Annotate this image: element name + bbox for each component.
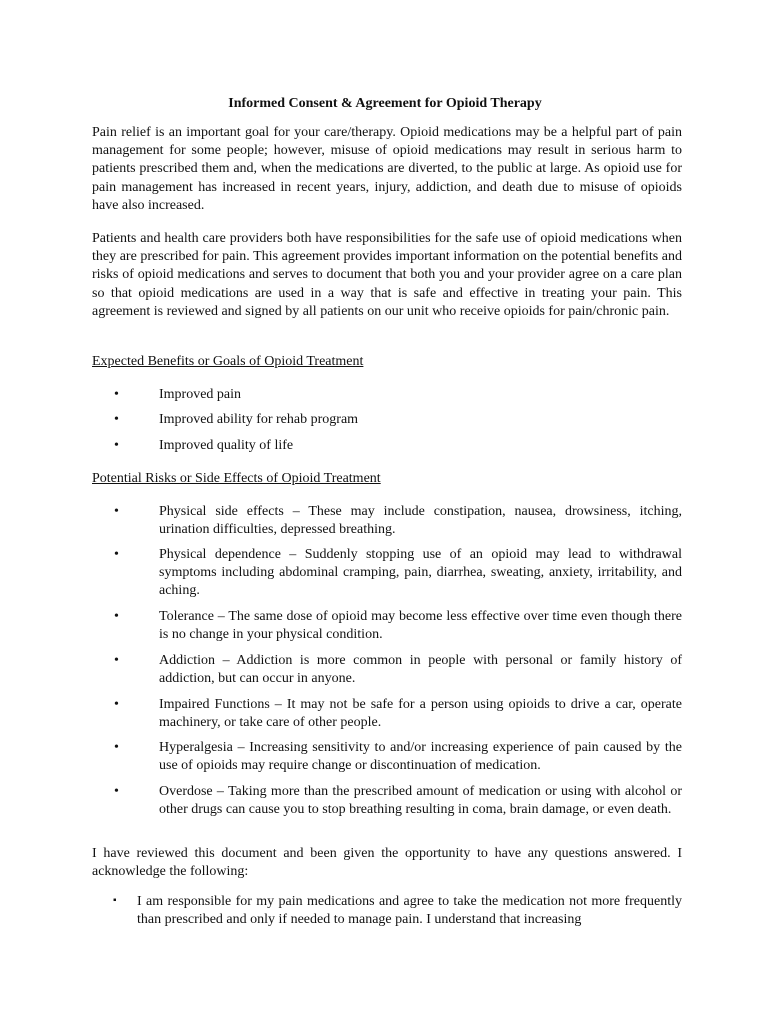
risk-text: Addiction – Addiction is more common in people with personal or family history of addiction, but can occur in anyone. — [159, 653, 682, 687]
risk-text: Physical dependence – Suddenly stopping use of an opioid may lead to withdrawal symptoms including abdominal cramping, pain, diarrhea, sweating, anxiety, irritability, and aching. — [159, 547, 682, 599]
benefit-text: Improved pain — [159, 387, 242, 402]
acknowledge-paragraph: I have reviewed this document and been given the opportunity to have any questions answered. I acknowledge the following: — [92, 846, 682, 880]
bullet-icon: • — [114, 412, 119, 427]
acknowledgement-text: I am responsible for my pain medications and agree to take the medication not more frequently than prescribed and only if needed to manage pain. I understand that increasing — [137, 894, 682, 928]
benefit-text: Improved ability for rehab program — [159, 412, 359, 427]
bullet-icon: • — [114, 740, 119, 755]
risk-text: Impaired Functions – It may not be safe for a person using opioids to drive a car, operate machinery, or take care of other people. — [159, 697, 682, 731]
bullet-icon: • — [114, 547, 119, 562]
risk-text: Tolerance – The same dose of opioid may become less effective over time even though there is no change in your physical condition. — [159, 609, 682, 643]
benefit-text: Improved quality of life — [159, 438, 294, 453]
risk-text: Hyperalgesia – Increasing sensitivity to and/or increasing experience of pain caused by the use of opioids may require change or discontinuation of medication. — [159, 740, 682, 774]
risks-heading: Potential Risks or Side Effects of Opioid Treatment — [92, 471, 381, 486]
bullet-icon: • — [114, 387, 119, 402]
document-title: Informed Consent & Agreement for Opioid Therapy — [228, 96, 542, 111]
bullet-icon: • — [114, 653, 119, 668]
bullet-icon: • — [114, 784, 119, 799]
bullet-icon: • — [114, 609, 119, 624]
bullet-icon: • — [114, 697, 119, 712]
intro-paragraph-1: Pain relief is an important goal for your care/therapy. Opioid medications may be a helpful part of pain management for some people; however, misuse of opioid medications may result in serious harm to patients prescribed them and, when the medications are diverted, to the public at large. As opioid use for pain management has increased in recent years, injury, addiction, and death due to misuse of opioids have also increased. — [92, 125, 682, 213]
bullet-icon: • — [114, 504, 119, 519]
risk-text: Physical side effects – These may include constipation, nausea, drowsiness, itching, urination difficulties, depressed breathing. — [159, 504, 682, 538]
bullet-icon: • — [114, 438, 119, 453]
square-bullet-icon: ▪ — [113, 895, 117, 906]
risk-text: Overdose – Taking more than the prescribed amount of medication or using with alcohol or other drugs can cause you to stop breathing resulting in coma, brain damage, or even death. — [159, 784, 682, 818]
intro-paragraph-2: Patients and health care providers both have responsibilities for the safe use of opioid medications when they are prescribed for pain. This agreement provides important information on the potential benefits and risks of opioid medications and serves to document that both you and your provider agree on a care plan so that opioid medications are used in a way that is safe and effective in treating your pain. This agreement is reviewed and signed by all patients on our unit who receive opioids for pain/chronic pain. — [92, 231, 682, 319]
benefits-heading: Expected Benefits or Goals of Opioid Treatment — [92, 354, 364, 369]
